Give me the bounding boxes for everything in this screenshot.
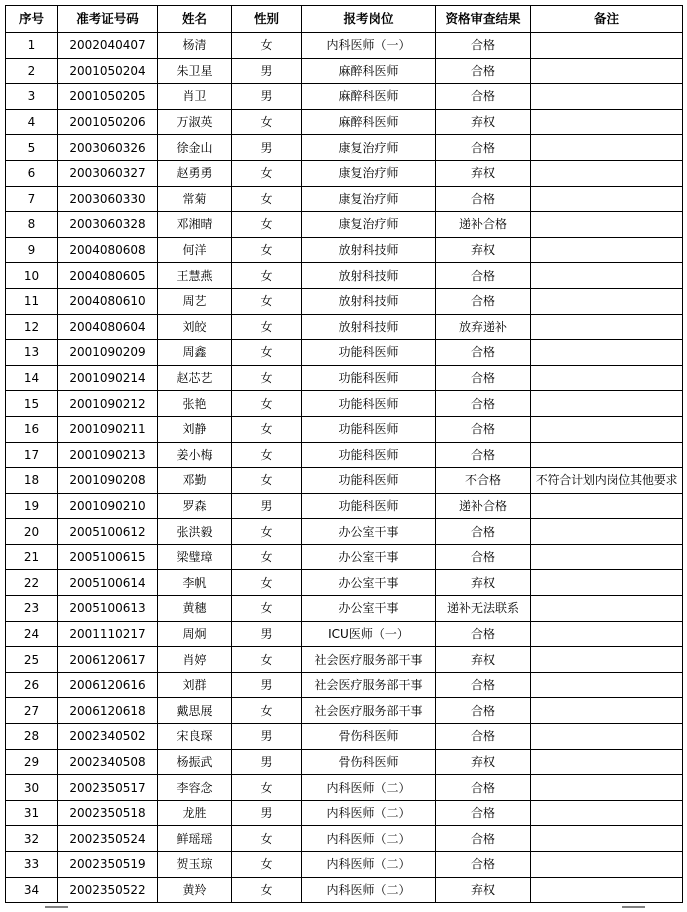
cell-remarks	[531, 84, 683, 110]
cell-serial-number: 25	[6, 647, 58, 673]
table-row	[6, 263, 683, 289]
cell-review-result: 递补合格	[436, 212, 531, 238]
table-row	[6, 519, 683, 545]
table-row	[6, 135, 683, 161]
header-review-result: 资格审查结果	[436, 6, 531, 33]
cell-serial-number: 15	[6, 391, 58, 417]
cell-review-result: 合格	[436, 775, 531, 801]
header-remarks: 备注	[531, 6, 683, 33]
cell-name: 宋良琛	[158, 724, 232, 750]
cell-remarks	[531, 596, 683, 622]
table-row	[6, 800, 683, 826]
cell-applied-post: 内科医师（二）	[302, 800, 436, 826]
cell-name: 王慧燕	[158, 263, 232, 289]
cell-name: 龙胜	[158, 800, 232, 826]
table-row	[6, 186, 683, 212]
cell-gender: 女	[232, 212, 302, 238]
cell-serial-number: 18	[6, 468, 58, 494]
table-row	[6, 544, 683, 570]
header-applied-post: 报考岗位	[302, 6, 436, 33]
cell-serial-number: 13	[6, 340, 58, 366]
cell-applied-post: 康复治疗师	[302, 186, 436, 212]
cell-applied-post: 功能科医师	[302, 416, 436, 442]
cell-applied-post: 放射科技师	[302, 237, 436, 263]
cell-gender: 女	[232, 442, 302, 468]
cell-applied-post: 社会医疗服务部干事	[302, 647, 436, 673]
cell-gender: 女	[232, 288, 302, 314]
table-row	[6, 58, 683, 84]
header-row	[6, 6, 683, 33]
cell-review-result: 不合格	[436, 468, 531, 494]
cell-remarks	[531, 237, 683, 263]
table-row	[6, 570, 683, 596]
header-name: 姓名	[158, 6, 232, 33]
cell-name: 刘静	[158, 416, 232, 442]
cell-review-result: 合格	[436, 698, 531, 724]
cell-gender: 女	[232, 570, 302, 596]
cell-applied-post: 内科医师（一）	[302, 33, 436, 59]
cell-applied-post: 办公室干事	[302, 519, 436, 545]
cell-gender: 男	[232, 724, 302, 750]
table-row	[6, 621, 683, 647]
cell-name: 黄穗	[158, 596, 232, 622]
table-row	[6, 698, 683, 724]
cell-serial-number: 29	[6, 749, 58, 775]
cell-applied-post: 功能科医师	[302, 442, 436, 468]
cell-serial-number: 23	[6, 596, 58, 622]
cell-serial-number: 24	[6, 621, 58, 647]
cell-exam-ticket-number: 2001090211	[58, 416, 158, 442]
cell-gender: 女	[232, 596, 302, 622]
cell-exam-ticket-number: 2001090214	[58, 365, 158, 391]
cell-serial-number: 28	[6, 724, 58, 750]
cell-gender: 女	[232, 416, 302, 442]
cell-name: 赵芯艺	[158, 365, 232, 391]
table-row	[6, 775, 683, 801]
cell-gender: 女	[232, 365, 302, 391]
cell-serial-number: 6	[6, 160, 58, 186]
cell-review-result: 放弃递补	[436, 314, 531, 340]
cell-review-result: 弃权	[436, 109, 531, 135]
cell-review-result: 合格	[436, 340, 531, 366]
cell-applied-post: 放射科技师	[302, 314, 436, 340]
cell-serial-number: 16	[6, 416, 58, 442]
cell-serial-number: 4	[6, 109, 58, 135]
cell-name: 李容念	[158, 775, 232, 801]
cell-serial-number: 21	[6, 544, 58, 570]
cell-serial-number: 19	[6, 493, 58, 519]
cell-name: 黄羚	[158, 877, 232, 903]
cell-gender: 女	[232, 109, 302, 135]
table-row	[6, 468, 683, 494]
cell-remarks	[531, 365, 683, 391]
cell-remarks	[531, 826, 683, 852]
results-table	[5, 5, 683, 903]
cell-gender: 女	[232, 852, 302, 878]
cell-exam-ticket-number: 2001090212	[58, 391, 158, 417]
cell-gender: 女	[232, 186, 302, 212]
cell-review-result: 合格	[436, 442, 531, 468]
cell-exam-ticket-number: 2003060330	[58, 186, 158, 212]
cell-serial-number: 10	[6, 263, 58, 289]
cell-remarks	[531, 698, 683, 724]
cell-applied-post: 内科医师（二）	[302, 852, 436, 878]
table-row	[6, 391, 683, 417]
cell-review-result: 弃权	[436, 160, 531, 186]
cell-serial-number: 32	[6, 826, 58, 852]
table-row	[6, 877, 683, 903]
cell-name: 贺玉琼	[158, 852, 232, 878]
cell-exam-ticket-number: 2005100612	[58, 519, 158, 545]
cell-serial-number: 17	[6, 442, 58, 468]
cell-name: 张艳	[158, 391, 232, 417]
cell-applied-post: 麻醉科医师	[302, 84, 436, 110]
cell-remarks	[531, 647, 683, 673]
page-bottom-marks	[0, 906, 687, 912]
cell-exam-ticket-number: 2002340508	[58, 749, 158, 775]
table-row	[6, 724, 683, 750]
cell-gender: 女	[232, 263, 302, 289]
cell-gender: 女	[232, 647, 302, 673]
cell-gender: 男	[232, 621, 302, 647]
cell-remarks	[531, 109, 683, 135]
cell-review-result: 合格	[436, 519, 531, 545]
cell-name: 周炯	[158, 621, 232, 647]
cell-remarks	[531, 775, 683, 801]
cell-applied-post: 放射科技师	[302, 263, 436, 289]
cell-exam-ticket-number: 2001050204	[58, 58, 158, 84]
cell-applied-post: 办公室干事	[302, 570, 436, 596]
table-row	[6, 442, 683, 468]
cell-name: 周艺	[158, 288, 232, 314]
cell-exam-ticket-number: 2001050206	[58, 109, 158, 135]
cell-exam-ticket-number: 2005100613	[58, 596, 158, 622]
cell-gender: 男	[232, 800, 302, 826]
cell-exam-ticket-number: 2003060328	[58, 212, 158, 238]
cell-serial-number: 27	[6, 698, 58, 724]
cell-remarks	[531, 391, 683, 417]
table-row	[6, 852, 683, 878]
cell-exam-ticket-number: 2004080605	[58, 263, 158, 289]
cell-name: 杨振武	[158, 749, 232, 775]
cell-review-result: 合格	[436, 58, 531, 84]
cell-serial-number: 33	[6, 852, 58, 878]
table-row	[6, 365, 683, 391]
cell-serial-number: 3	[6, 84, 58, 110]
cell-exam-ticket-number: 2004080608	[58, 237, 158, 263]
cell-gender: 男	[232, 135, 302, 161]
cell-remarks	[531, 621, 683, 647]
cell-remarks	[531, 314, 683, 340]
table-row	[6, 826, 683, 852]
cell-remarks	[531, 724, 683, 750]
cell-applied-post: 内科医师（二）	[302, 826, 436, 852]
cell-serial-number: 26	[6, 672, 58, 698]
cell-review-result: 合格	[436, 365, 531, 391]
cell-name: 何洋	[158, 237, 232, 263]
cell-remarks	[531, 877, 683, 903]
cell-remarks	[531, 519, 683, 545]
cell-gender: 男	[232, 84, 302, 110]
cell-exam-ticket-number: 2002350519	[58, 852, 158, 878]
cell-exam-ticket-number: 2003060326	[58, 135, 158, 161]
cell-applied-post: 功能科医师	[302, 365, 436, 391]
cell-exam-ticket-number: 2002340502	[58, 724, 158, 750]
cell-remarks	[531, 135, 683, 161]
cell-name: 肖卫	[158, 84, 232, 110]
cell-name: 梁璧璋	[158, 544, 232, 570]
cell-gender: 女	[232, 160, 302, 186]
cell-review-result: 弃权	[436, 749, 531, 775]
cell-gender: 男	[232, 749, 302, 775]
cell-remarks	[531, 416, 683, 442]
cell-applied-post: 麻醉科医师	[302, 58, 436, 84]
cell-remarks	[531, 852, 683, 878]
cell-exam-ticket-number: 2004080610	[58, 288, 158, 314]
cell-remarks	[531, 493, 683, 519]
table-row	[6, 288, 683, 314]
cell-exam-ticket-number: 2004080604	[58, 314, 158, 340]
cell-exam-ticket-number: 2002350517	[58, 775, 158, 801]
table-row	[6, 493, 683, 519]
cell-exam-ticket-number: 2001110217	[58, 621, 158, 647]
cell-serial-number: 8	[6, 212, 58, 238]
cell-serial-number: 31	[6, 800, 58, 826]
cell-name: 邓湘晴	[158, 212, 232, 238]
cell-name: 邓勤	[158, 468, 232, 494]
cell-review-result: 合格	[436, 288, 531, 314]
cell-name: 赵勇勇	[158, 160, 232, 186]
cell-gender: 女	[232, 698, 302, 724]
cell-applied-post: ICU医师（一）	[302, 621, 436, 647]
cell-remarks	[531, 33, 683, 59]
cell-name: 戴思展	[158, 698, 232, 724]
cell-serial-number: 7	[6, 186, 58, 212]
cell-gender: 女	[232, 519, 302, 545]
cell-remarks	[531, 544, 683, 570]
cell-gender: 女	[232, 775, 302, 801]
cell-applied-post: 麻醉科医师	[302, 109, 436, 135]
cell-exam-ticket-number: 2002350518	[58, 800, 158, 826]
cell-review-result: 合格	[436, 621, 531, 647]
cell-review-result: 合格	[436, 852, 531, 878]
cell-remarks	[531, 340, 683, 366]
cell-applied-post: 社会医疗服务部干事	[302, 672, 436, 698]
cell-exam-ticket-number: 2002350522	[58, 877, 158, 903]
cell-exam-ticket-number: 2005100615	[58, 544, 158, 570]
cell-remarks	[531, 800, 683, 826]
cell-serial-number: 5	[6, 135, 58, 161]
cell-exam-ticket-number: 2002350524	[58, 826, 158, 852]
cell-remarks	[531, 186, 683, 212]
cell-exam-ticket-number: 2001090210	[58, 493, 158, 519]
cell-name: 肖婷	[158, 647, 232, 673]
cell-applied-post: 康复治疗师	[302, 135, 436, 161]
cell-gender: 女	[232, 391, 302, 417]
table-row	[6, 314, 683, 340]
cell-applied-post: 办公室干事	[302, 544, 436, 570]
cell-gender: 男	[232, 672, 302, 698]
cell-gender: 女	[232, 468, 302, 494]
cell-applied-post: 内科医师（二）	[302, 775, 436, 801]
table-row	[6, 109, 683, 135]
cell-name: 朱卫星	[158, 58, 232, 84]
cell-gender: 男	[232, 493, 302, 519]
cell-name: 鲜瑶瑶	[158, 826, 232, 852]
cell-serial-number: 14	[6, 365, 58, 391]
header-serial-number: 序号	[6, 6, 58, 33]
cell-applied-post: 功能科医师	[302, 493, 436, 519]
cell-remarks	[531, 570, 683, 596]
cell-gender: 女	[232, 826, 302, 852]
cell-name: 刘群	[158, 672, 232, 698]
cell-name: 张洪毅	[158, 519, 232, 545]
table-row	[6, 84, 683, 110]
cell-review-result: 递补合格	[436, 493, 531, 519]
table-row	[6, 416, 683, 442]
cell-applied-post: 骨伤科医师	[302, 749, 436, 775]
cell-name: 周鑫	[158, 340, 232, 366]
cell-serial-number: 22	[6, 570, 58, 596]
cell-name: 万淑英	[158, 109, 232, 135]
table-row	[6, 160, 683, 186]
cell-remarks	[531, 160, 683, 186]
cell-review-result: 合格	[436, 724, 531, 750]
cell-name: 刘皎	[158, 314, 232, 340]
cell-serial-number: 34	[6, 877, 58, 903]
cell-exam-ticket-number: 2001090213	[58, 442, 158, 468]
cell-serial-number: 9	[6, 237, 58, 263]
header-gender: 性别	[232, 6, 302, 33]
cell-exam-ticket-number: 2006120617	[58, 647, 158, 673]
cell-review-result: 弃权	[436, 877, 531, 903]
cell-gender: 女	[232, 340, 302, 366]
cell-review-result: 合格	[436, 544, 531, 570]
cell-review-result: 合格	[436, 186, 531, 212]
cell-remarks	[531, 263, 683, 289]
cell-review-result: 合格	[436, 33, 531, 59]
cell-remarks	[531, 749, 683, 775]
cell-serial-number: 1	[6, 33, 58, 59]
cell-name: 李帆	[158, 570, 232, 596]
cell-remarks: 不符合计划内岗位其他要求	[531, 468, 683, 494]
cell-exam-ticket-number: 2001050205	[58, 84, 158, 110]
cell-applied-post: 康复治疗师	[302, 160, 436, 186]
table-row	[6, 340, 683, 366]
cell-review-result: 合格	[436, 416, 531, 442]
cell-serial-number: 11	[6, 288, 58, 314]
table-row	[6, 749, 683, 775]
cell-review-result: 合格	[436, 826, 531, 852]
cell-exam-ticket-number: 2005100614	[58, 570, 158, 596]
cell-gender: 女	[232, 877, 302, 903]
cell-exam-ticket-number: 2002040407	[58, 33, 158, 59]
table-row	[6, 672, 683, 698]
cell-review-result: 合格	[436, 672, 531, 698]
table-row	[6, 33, 683, 59]
cell-exam-ticket-number: 2006120616	[58, 672, 158, 698]
cell-gender: 女	[232, 33, 302, 59]
cell-exam-ticket-number: 2003060327	[58, 160, 158, 186]
cell-applied-post: 放射科技师	[302, 288, 436, 314]
cell-applied-post: 功能科医师	[302, 340, 436, 366]
cell-remarks	[531, 672, 683, 698]
cell-serial-number: 30	[6, 775, 58, 801]
cell-applied-post: 骨伤科医师	[302, 724, 436, 750]
cell-serial-number: 2	[6, 58, 58, 84]
table-row	[6, 212, 683, 238]
cell-name: 常菊	[158, 186, 232, 212]
cell-applied-post: 功能科医师	[302, 391, 436, 417]
cell-review-result: 合格	[436, 84, 531, 110]
cell-review-result: 合格	[436, 391, 531, 417]
table-row	[6, 647, 683, 673]
cell-exam-ticket-number: 2001090208	[58, 468, 158, 494]
header-exam-ticket-number: 准考证号码	[58, 6, 158, 33]
cell-review-result: 弃权	[436, 237, 531, 263]
table-row	[6, 596, 683, 622]
cell-applied-post: 社会医疗服务部干事	[302, 698, 436, 724]
cell-exam-ticket-number: 2006120618	[58, 698, 158, 724]
cell-gender: 男	[232, 58, 302, 84]
cell-review-result: 弃权	[436, 647, 531, 673]
cell-applied-post: 办公室干事	[302, 596, 436, 622]
cell-name: 罗森	[158, 493, 232, 519]
cell-applied-post: 内科医师（二）	[302, 877, 436, 903]
cell-serial-number: 12	[6, 314, 58, 340]
cell-applied-post: 功能科医师	[302, 468, 436, 494]
cell-review-result: 合格	[436, 263, 531, 289]
cell-remarks	[531, 442, 683, 468]
cell-gender: 女	[232, 237, 302, 263]
table-row	[6, 237, 683, 263]
cell-gender: 女	[232, 314, 302, 340]
cell-name: 姜小梅	[158, 442, 232, 468]
cell-gender: 女	[232, 544, 302, 570]
cell-name: 徐金山	[158, 135, 232, 161]
cell-remarks	[531, 58, 683, 84]
table-body	[6, 33, 683, 903]
cell-name: 杨清	[158, 33, 232, 59]
cell-exam-ticket-number: 2001090209	[58, 340, 158, 366]
cell-remarks	[531, 212, 683, 238]
cell-review-result: 合格	[436, 135, 531, 161]
cell-remarks	[531, 288, 683, 314]
cell-review-result: 弃权	[436, 570, 531, 596]
cell-review-result: 递补无法联系	[436, 596, 531, 622]
cell-applied-post: 康复治疗师	[302, 212, 436, 238]
cell-review-result: 合格	[436, 800, 531, 826]
cell-serial-number: 20	[6, 519, 58, 545]
